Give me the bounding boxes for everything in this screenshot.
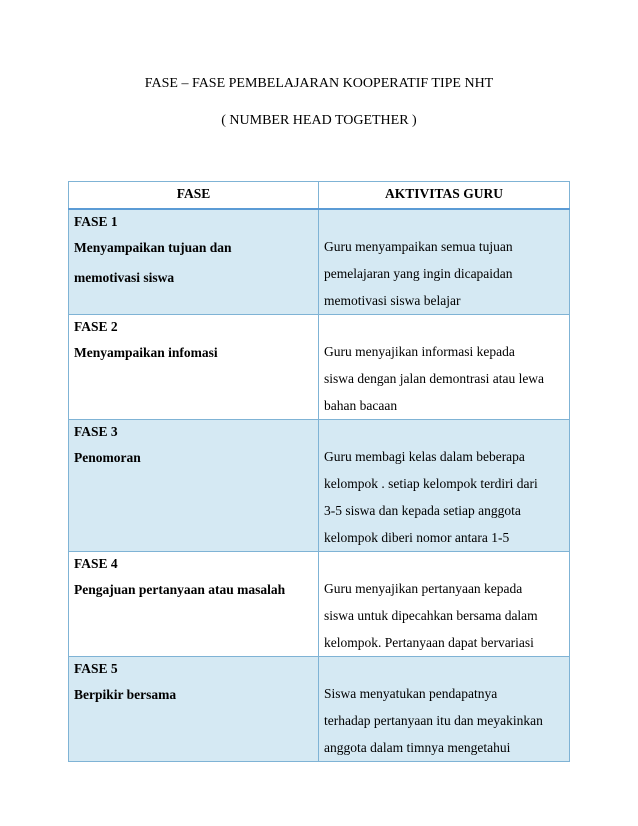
phase-number: FASE 1 xyxy=(74,214,118,229)
phase-cell xyxy=(69,315,319,420)
document-title: FASE – FASE PEMBELAJARAN KOOPERATIF TIPE NHT xyxy=(144,76,494,91)
phase-name-line: Berpikir bersama xyxy=(74,687,177,702)
phase-cell xyxy=(69,552,319,657)
table-row xyxy=(69,420,570,552)
phase-number: FASE 2 xyxy=(74,319,118,334)
phase-name-line: Menyampaikan infomasi xyxy=(74,345,218,360)
activity-line: siswa dengan jalan demontrasi atau lewa xyxy=(324,371,545,386)
phases-table xyxy=(68,181,570,762)
activity-line: Guru menyampaikan semua tujuan xyxy=(324,239,513,254)
activity-line: Siswa menyatukan pendapatnya xyxy=(324,686,498,701)
phase-number: FASE 4 xyxy=(74,556,118,571)
table-row xyxy=(69,315,570,420)
activity-line: kelompok. Pertanyaan dapat bervariasi xyxy=(324,635,534,650)
table-row xyxy=(69,209,570,315)
activity-line: Guru menyajikan pertanyaan kepada xyxy=(324,581,523,596)
activity-cell xyxy=(319,657,570,762)
activity-line: kelompok . setiap kelompok terdiri dari xyxy=(324,476,538,491)
activity-line: memotivasi siswa belajar xyxy=(324,293,461,308)
phase-name-line: memotivasi siswa xyxy=(74,270,175,285)
activity-cell xyxy=(319,552,570,657)
phase-number: FASE 3 xyxy=(74,424,118,439)
activity-line: Guru menyajikan informasi kepada xyxy=(324,344,515,359)
activity-line: pemelajaran yang ingin dicapaidan xyxy=(324,266,513,281)
activity-cell xyxy=(319,209,570,315)
phase-name-line: Pengajuan pertanyaan atau masalah xyxy=(74,582,286,597)
activity-cell xyxy=(319,420,570,552)
activity-line: 3-5 siswa dan kepada setiap anggota xyxy=(324,503,521,518)
phase-cell xyxy=(69,420,319,552)
activity-cell xyxy=(319,315,570,420)
activity-line: Guru membagi kelas dalam beberapa xyxy=(324,449,525,464)
table-row xyxy=(69,657,570,762)
activity-line: bahan bacaan xyxy=(324,398,398,413)
activity-line: terhadap pertanyaan itu dan meyakinkan xyxy=(324,713,543,728)
table-header-row xyxy=(69,182,570,210)
activity-line: anggota dalam timnya mengetahui xyxy=(324,740,511,755)
phase-name-line: Penomoran xyxy=(74,450,141,465)
activity-line: siswa untuk dipecahkan bersama dalam xyxy=(324,608,538,623)
phase-name-line: Menyampaikan tujuan dan xyxy=(74,240,232,255)
activity-line: kelompok diberi nomor antara 1-5 xyxy=(324,530,510,545)
table-row xyxy=(69,552,570,657)
document-subtitle: ( NUMBER HEAD TOGETHER ) xyxy=(221,113,417,128)
phase-cell xyxy=(69,657,319,762)
column-header-aktivitas-guru: AKTIVITAS GURU xyxy=(319,182,570,210)
column-header-fase: FASE xyxy=(69,182,319,210)
phase-number: FASE 5 xyxy=(74,661,118,676)
phase-cell xyxy=(69,209,319,315)
